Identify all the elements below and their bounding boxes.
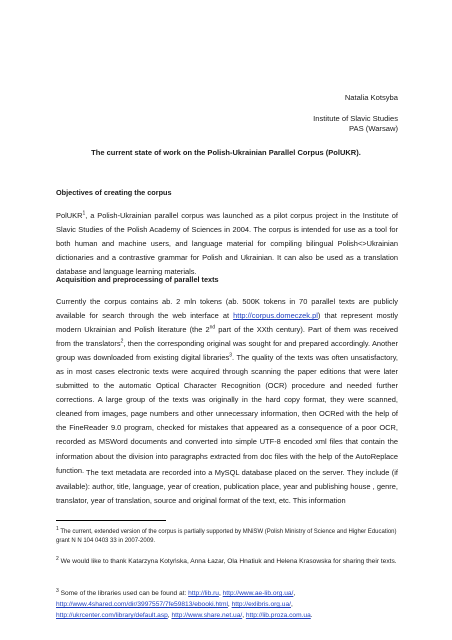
metadata-text: The text metadata are recorded into a MySQL database placed on the server. They include (if available): author, title, language, year of creation, publication place, year and publishing house , genre, translator, year of translation, source and original format of the text, etc. This information xyxy=(56,468,398,506)
footnote-divider xyxy=(56,520,166,521)
footnote-3: $^3$ Some of the libraries used can be found at: http://lib.ru, http://www.ae-lib.org.ua/, http://www.4shared.com/dir/3997557/7fe59813/ebooki.html, http://exlibris.org.ua/, http://ukrcenter.com/library/default.asp, http://www.share.net.ua/, http://lib.proza.com.ua. xyxy=(56,587,313,619)
footnote-number: 3 xyxy=(56,587,59,594)
acquisition-paragraph xyxy=(56,295,398,478)
footnote-2 xyxy=(56,556,398,567)
footnote-ref-1: 1 xyxy=(82,210,86,217)
footnote-text: The current, extended version of the corpus is partially supported by MNiSW (Polish Ministry of Science and Higher Education) grant N N 104 0403 33 in 2007-2009. xyxy=(56,529,397,544)
objectives-paragraph xyxy=(56,209,398,279)
library-link[interactable]: http://www.4shared.com/dir/3997557/7fe59813/ebooki.html xyxy=(56,601,228,608)
metadata-paragraph xyxy=(56,466,398,508)
library-link[interactable]: http://www.ae-lib.org.ua/ xyxy=(222,590,294,597)
text-span: part of the XXth century). Part of them was received from the translators xyxy=(56,325,398,349)
text-span: Currently the corpus contains ab. 2 mln tokens (ab. 500K tokens in 70 parallel texts are publicly available for search through the web interface at xyxy=(56,297,398,321)
footnote-number: 1 xyxy=(56,526,59,532)
library-link[interactable]: http://lib.proza.com.ua xyxy=(245,612,311,619)
footnote-number: 2 xyxy=(56,555,59,562)
footnote-1 xyxy=(56,528,398,546)
author-block xyxy=(313,93,398,134)
ordinal-suffix: nd xyxy=(209,324,216,331)
footnote-text: Some of the libraries used can be found at: xyxy=(58,590,189,597)
objectives-text: , a Polish-Ukrainian parallel corpus was launched as a pilot corpus project in the Institute of Slavic Studies of the Polish Academy of Sciences in 2004. The corpus is intended for use as a tool for both human and machine users, and language material for compiling bilingual Polish<>Ukrainian dictionaries and a contrastive grammar for Polish and Ukrainian. It can also be used as a translation database and language learning materials. xyxy=(56,211,398,277)
section-heading-objectives: Objectives of creating the corpus xyxy=(56,188,172,197)
author-affiliation: PAS (Warsaw) xyxy=(349,124,398,133)
corpus-name: PolUKR xyxy=(56,211,83,220)
footnote-ref-3: 3 xyxy=(229,352,232,359)
text-span: . The quality of the texts was often unsatisfactory, as in most cases electronic texts were acquired through scanning the paper editions that were later submitted to the automatic Optical Character Recognition (OCR) procedure and needed further corrections. A large group of the texts was originally in the hard copy format, they were scanned, cleaned from images, page numbers and other unnecessary information, then OCRed with the help of the FineReader 9.0 program, checked for mistakes that appeared as a consequence of a poor OCR, recorded as MSWord documents and converted into simple UTF-8 encoded xml files that contain the information about the division into paragraphs extracted from doc files with the help of the AutoReplace function. xyxy=(56,353,398,475)
corpus-link[interactable]: http://corpus.domeczek.pl xyxy=(233,311,318,321)
author-institute: Institute of Slavic Studies xyxy=(313,114,398,123)
library-link[interactable]: http://www.share.net.ua/ xyxy=(171,612,243,619)
library-link[interactable]: http://lib.ru xyxy=(188,590,219,597)
paper-title: The current state of work on the Polish-Ukrainian Parallel Corpus (PolUKR). xyxy=(91,148,361,157)
text-span: ) that represent mostly modern Ukrainian and Polish literature (the 2 xyxy=(56,311,398,335)
footnote-text: We would like to thank Katarzyna Kotyńska, Anna Łazar, Ola Hnatiuk and Helena Krasowska for sharing their texts. xyxy=(58,558,397,565)
text-span: , then the corresponding original was sought for and prepared accordingly. Another group was downloaded from existing digital libraries xyxy=(56,339,398,363)
section-heading-acquisition: Acquisition and preprocessing of parallel texts xyxy=(56,275,219,284)
footnote-ref-2: 2 xyxy=(120,338,124,345)
author-name: Natalia Kotsyba xyxy=(344,93,398,102)
library-link[interactable]: http://ukrcenter.com/library/default.asp xyxy=(56,612,168,619)
library-link[interactable]: http://exlibris.org.ua/ xyxy=(231,601,291,608)
